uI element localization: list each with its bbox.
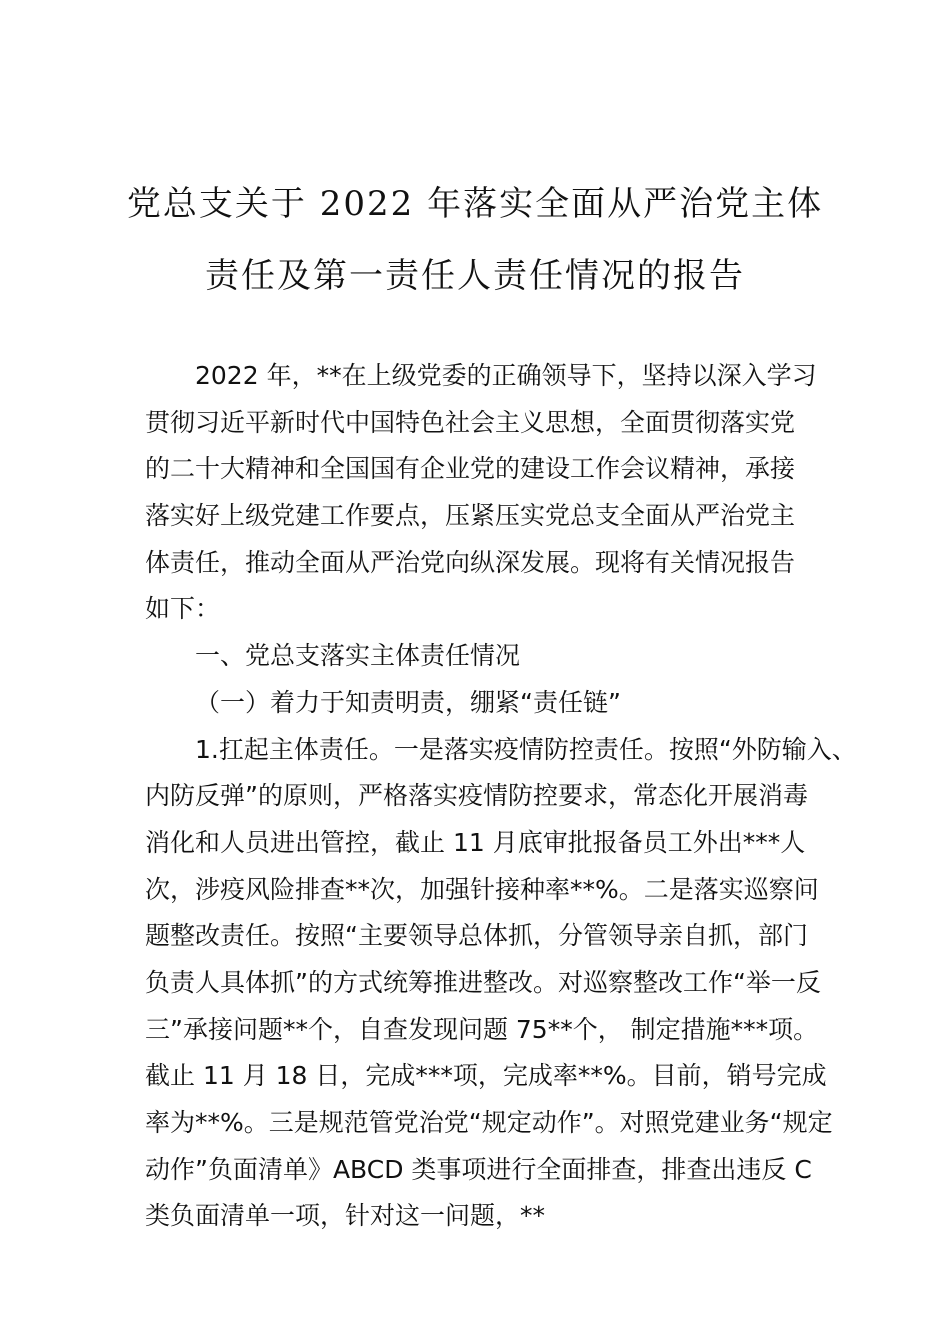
body-line: 体责任，推动全面从严治党向纵深发展。现将有关情况报告 <box>145 547 796 577</box>
title-line-2: 责任及第一责任人责任情况的报告 <box>205 256 745 296</box>
body-line: 题整改责任。按照“主要领导总体抓，分管领导亲自抓，部门 <box>145 921 808 951</box>
body-line: 内防反弹”的原则，严格落实疫情防控要求，常态化开展消毒 <box>145 781 808 811</box>
body-line: 贯彻习近平新时代中国特色社会主义思想，全面贯彻落实党 <box>145 407 796 437</box>
body-line: 1.扛起主体责任。一是落实疫情防控责任。按照“外防输入、 <box>195 734 857 764</box>
body-line: 的二十大精神和全国国有企业党的建设工作会议精神，承接 <box>145 454 796 484</box>
body-line: 截止 11 月 18 日，完成***项，完成率**%。目前，销号完成 <box>145 1061 827 1091</box>
section-heading-1: 一、党总支落实主体责任情况 <box>195 641 521 671</box>
document-body <box>145 353 857 1240</box>
body-line: 动作”负面清单》ABCD 类事项进行全面排查，排查出违反 C <box>145 1154 812 1184</box>
body-line: 类负面清单一项，针对这一问题，** <box>145 1201 546 1231</box>
body-line: 消化和人员进出管控，截止 11 月底审批报备员工外出***人 <box>145 827 806 857</box>
title-line-1: 党总支关于 2022 年落实全面从严治党主体 <box>126 184 824 224</box>
body-line: 率为**%。三是规范管党治党“规定动作”。对照党建业务“规定 <box>145 1108 833 1137</box>
body-line: 落实好上级党建工作要点，压紧压实党总支全面从严治党主 <box>145 501 796 531</box>
body-line: 次，涉疫风险排查**次，加强针接种率**%。二是落实巡察问 <box>145 874 819 904</box>
body-line: 2022 年，**在上级党委的正确领导下，坚持以深入学习 <box>195 361 817 390</box>
body-line: 三”承接问题**个，自查发现问题 75**个， 制定措施***项。 <box>145 1014 819 1044</box>
body-line: 如下： <box>145 594 221 624</box>
subsection-heading-1: （一）着力于知责明责，绷紧“责任链” <box>195 687 621 717</box>
body-line: 负责人具体抓”的方式统筹推进整改。对巡察整改工作“举一反 <box>145 967 821 997</box>
document-title <box>100 168 850 312</box>
